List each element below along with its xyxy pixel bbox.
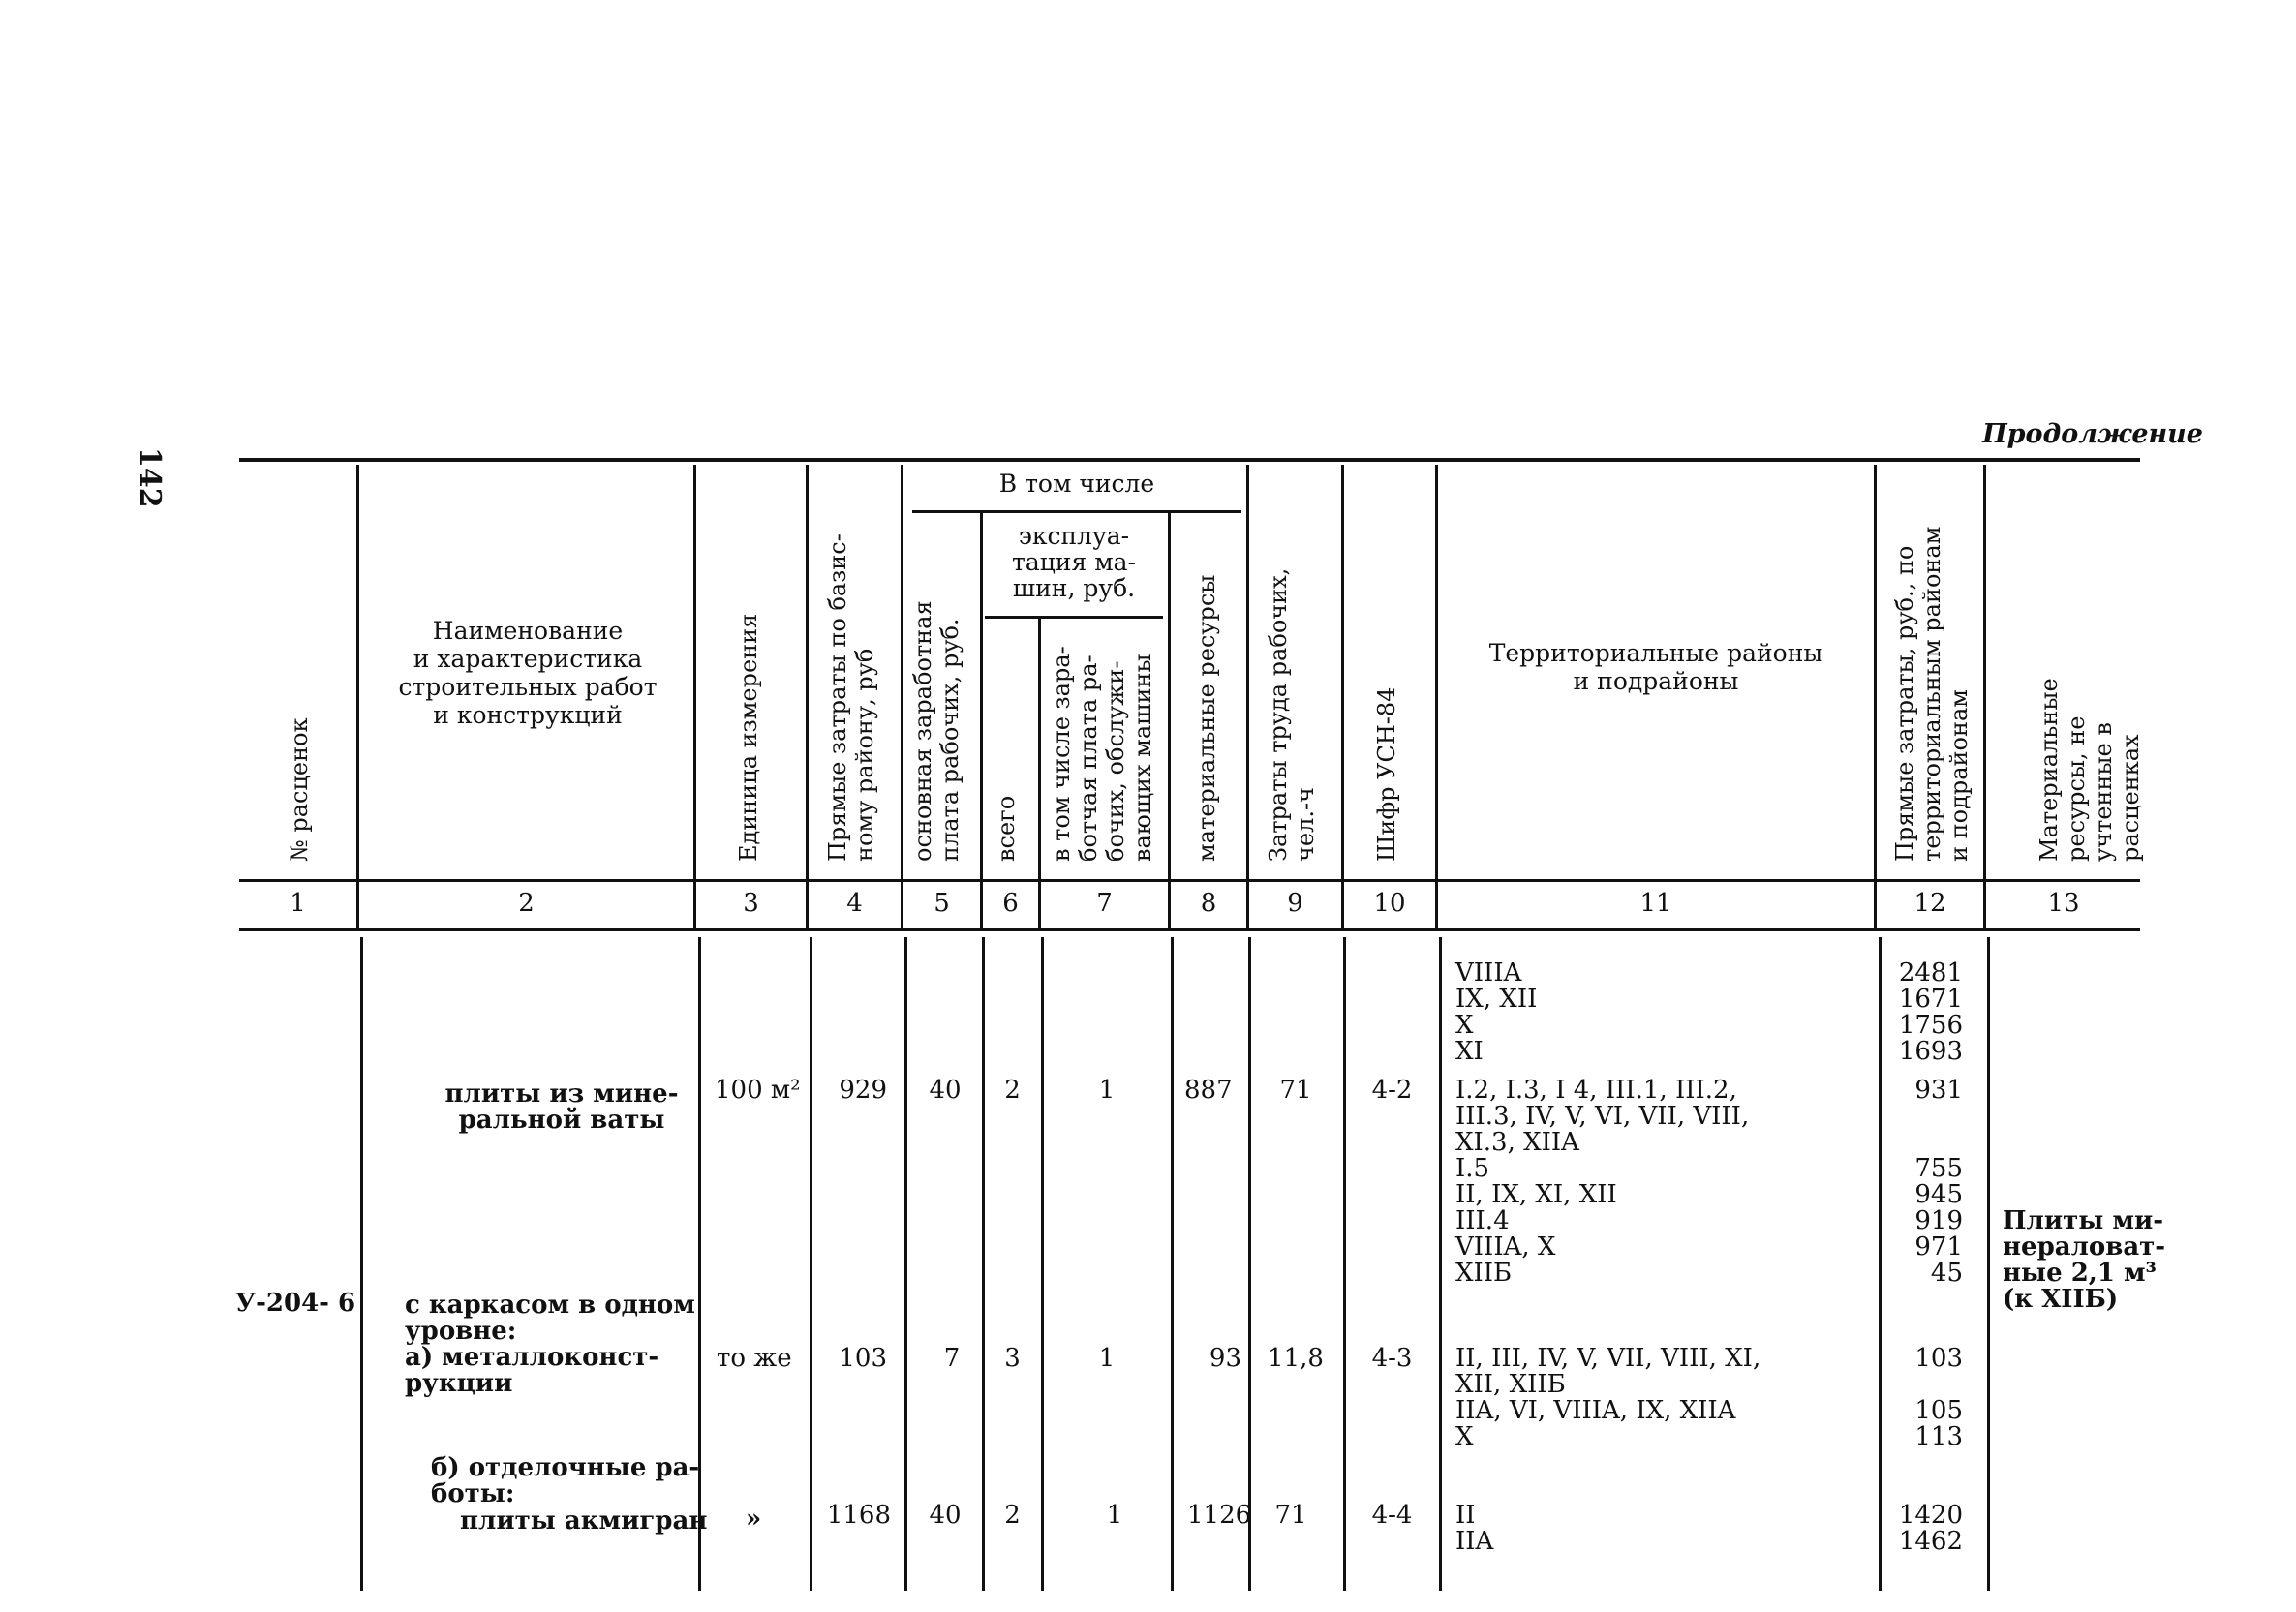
row1-mach: 2 <box>1004 1076 1021 1105</box>
col-divider <box>360 937 363 1591</box>
col-divider <box>1343 937 1346 1591</box>
column-numbers-rule <box>239 928 2140 931</box>
header-col4: Прямые затраты по базис- ному району, руб <box>824 533 878 862</box>
header-bottom-rule <box>239 879 2140 882</box>
row2-code: 4-3 <box>1371 1344 1413 1373</box>
col-divider <box>1987 937 1990 1591</box>
header-col1: № расценок <box>286 717 313 862</box>
col-divider <box>806 465 809 928</box>
col-divider <box>356 465 359 928</box>
price-code: У-204- 6 <box>235 1289 356 1318</box>
header-group: В том числе <box>998 470 1155 498</box>
row3-costs: 1420 1462 <box>1898 1501 1963 1556</box>
row2-total: 103 <box>839 1344 887 1373</box>
row3-unit: » <box>746 1505 762 1534</box>
col-divider <box>901 465 903 928</box>
col-divider <box>1874 465 1877 928</box>
row1-mach-wage: 1 <box>1098 1076 1116 1105</box>
row2-wage: 7 <box>943 1344 961 1373</box>
col-divider <box>980 513 983 928</box>
header-col8: материальные ресурсы <box>1193 574 1220 862</box>
col-divider <box>1041 937 1044 1591</box>
table-top-rule <box>239 458 2140 462</box>
header-machines: эксплуа- тация ма- шин, руб. <box>1012 522 1136 602</box>
row2-regions: II, III, IV, V, VII, VIII, XI, XII, XIIБ IIA, VI, VIIIA, IX, XIIA X <box>1455 1344 1761 1451</box>
unaccounted-materials: Плиты ми- нераловат- ные 2,1 м³ (к XIIБ) <box>2003 1206 2166 1314</box>
column-number: 9 <box>1287 889 1303 918</box>
row3-name: б) отделочные ра- боты: <box>431 1453 700 1508</box>
column-number: 1 <box>290 889 306 918</box>
row2-labor: 11,8 <box>1268 1344 1324 1373</box>
row3-labor: 71 <box>1274 1501 1307 1530</box>
row1-wage: 40 <box>929 1076 962 1105</box>
col-divider <box>1439 937 1442 1591</box>
header-col12: Прямые затраты, руб., по территориальным районам и подрайонам <box>1891 526 1973 862</box>
row2-mach-wage: 1 <box>1098 1344 1116 1373</box>
row1-total: 929 <box>839 1076 887 1105</box>
col-divider <box>1341 465 1344 928</box>
regions-top: VIIIA IX, XII X XI <box>1455 958 1538 1066</box>
row3-wage: 40 <box>929 1501 962 1530</box>
header-col6: всего <box>993 795 1020 862</box>
group-rule <box>912 510 1241 513</box>
column-number: 10 <box>1373 889 1406 918</box>
row3-code: 4-4 <box>1371 1501 1413 1530</box>
header-col11: Территориальные районы и подрайоны <box>1488 639 1823 695</box>
row3-mach-wage: 1 <box>1106 1501 1123 1530</box>
row3-total: 1168 <box>826 1501 891 1530</box>
header-col7: в том числе зара- ботчая плата ра- бочих, обслужи- вающих машины <box>1048 646 1156 862</box>
row2-mat: 93 <box>1209 1344 1241 1373</box>
costs-top: 2481 1671 1756 1693 <box>1898 958 1963 1066</box>
column-number: 11 <box>1639 889 1672 918</box>
column-number: 2 <box>518 889 535 918</box>
column-number: 6 <box>1002 889 1019 918</box>
column-number: 8 <box>1200 889 1217 918</box>
row1-code: 4-2 <box>1371 1076 1413 1105</box>
page-number: 142 <box>133 447 167 508</box>
header-col2: Наименование и характеристика строительных работ и конструкций <box>398 617 658 729</box>
column-number: 3 <box>743 889 759 918</box>
row1-unit: 100 м² <box>715 1076 801 1105</box>
col-divider <box>1038 619 1041 928</box>
col-divider <box>904 937 907 1591</box>
column-number: 7 <box>1096 889 1113 918</box>
col-divider <box>1171 937 1174 1591</box>
col-divider <box>982 937 985 1591</box>
header-col9: Затраты труда рабочих, чел.-ч <box>1265 567 1319 862</box>
col-divider <box>1246 465 1249 928</box>
row3-mach: 2 <box>1004 1501 1021 1530</box>
row3-subname: плиты акмигран <box>460 1506 708 1536</box>
row1-name: плиты из мине- ральной ваты <box>444 1080 679 1135</box>
row2-name: с каркасом в одном уровне: а) металлоконст- рукции <box>405 1291 695 1398</box>
row2-mach: 3 <box>1004 1344 1021 1373</box>
column-number: 5 <box>934 889 950 918</box>
col-divider <box>1435 465 1438 928</box>
col-divider <box>1983 465 1986 928</box>
machines-rule <box>985 616 1163 619</box>
row1-labor: 71 <box>1279 1076 1312 1105</box>
col-divider <box>810 937 812 1591</box>
row3-mat: 1126 <box>1187 1501 1252 1530</box>
row1-costs: 931 755 945 919 971 45 <box>1914 1076 1963 1288</box>
row3-regions: II IIA <box>1455 1501 1494 1556</box>
row2-unit: то же <box>717 1344 792 1373</box>
column-number: 12 <box>1913 889 1946 918</box>
column-number: 4 <box>846 889 863 918</box>
col-divider <box>1879 937 1882 1591</box>
header-col13: Материальные ресурсы, не учтенные в расценках <box>2036 678 2144 862</box>
column-number: 13 <box>2047 889 2080 918</box>
continuation-label: Продолжение <box>1982 419 2203 449</box>
col-divider <box>693 465 696 928</box>
col-divider <box>1248 937 1251 1591</box>
col-divider <box>1168 513 1171 928</box>
row2-costs: 103 105 113 <box>1914 1344 1963 1451</box>
row1-regions: I.2, I.3, I 4, III.1, III.2, III.3, IV, V, VI, VII, VIII, XI.3, XIIA I.5 II, IX, XI, XII III.4 VIIIA, X XIIБ <box>1455 1076 1750 1288</box>
row1-mat: 887 <box>1184 1076 1233 1105</box>
header-col10: Шифр УСН-84 <box>1373 686 1400 862</box>
header-col3: Единица измерения <box>735 613 762 862</box>
header-col5: основная заработная плата рабочих, руб. <box>909 600 964 862</box>
